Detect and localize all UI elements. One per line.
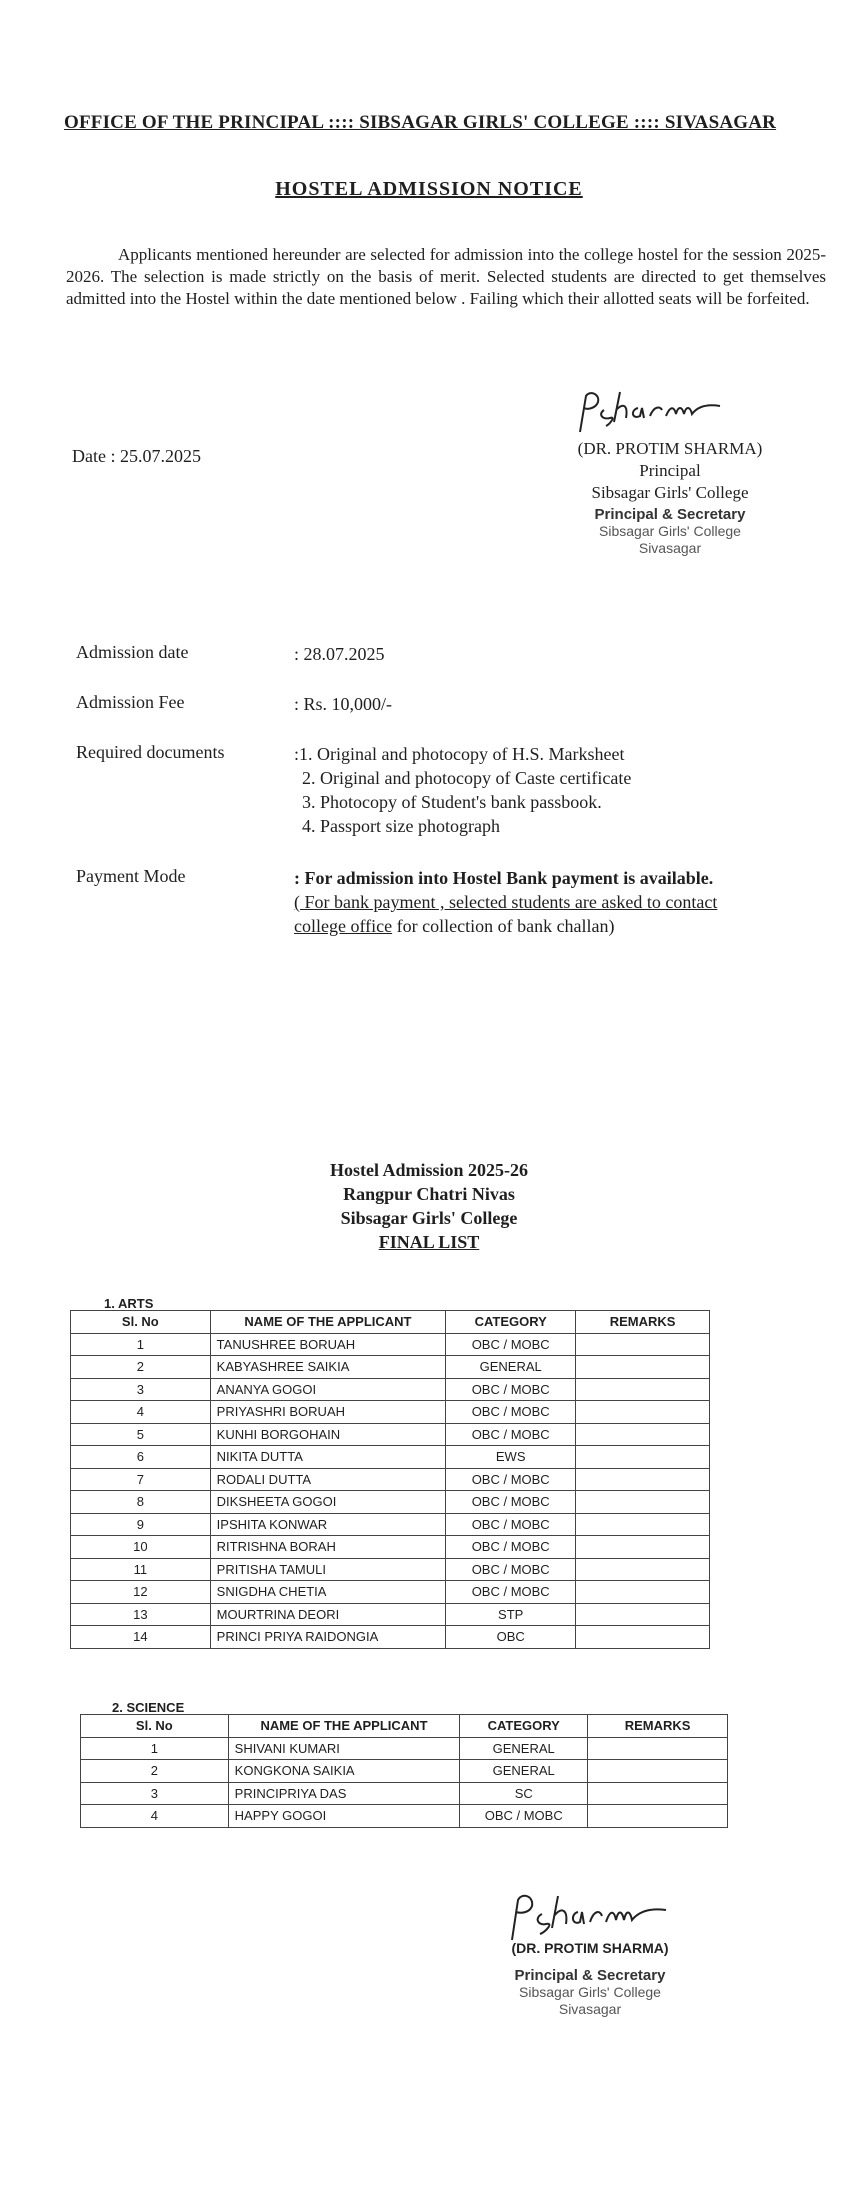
cell-category: OBC <box>446 1626 576 1649</box>
cell-applicant-name: PRINCI PRIYA RAIDONGIA <box>210 1626 446 1649</box>
cell-category: OBC / MOBC <box>446 1401 576 1424</box>
list-title-line-3: Sibsagar Girls' College <box>340 1208 518 1228</box>
payment-line-1: : For admission into Hostel Bank payment is available. <box>294 868 714 888</box>
cell-category: OBC / MOBC <box>446 1333 576 1356</box>
cell-applicant-name: PRINCIPRIYA DAS <box>228 1782 460 1805</box>
cell-remarks <box>576 1378 710 1401</box>
bottom-stamp-line-2: Sibsagar Girls' College <box>519 1984 661 2000</box>
payment-line-2: ( For bank payment , selected students are asked to contact <box>294 892 718 912</box>
signatory-title: Principal <box>639 461 701 480</box>
payment-mode-label: Payment Mode <box>76 866 186 886</box>
arts-section-label: 1. ARTS <box>104 1296 154 1311</box>
header-category: CATEGORY <box>446 1311 576 1334</box>
signatory-college: Sibsagar Girls' College <box>591 483 749 502</box>
required-documents-label: Required documents <box>76 742 225 762</box>
cell-sl-no: 6 <box>71 1446 211 1469</box>
cell-category: OBC / MOBC <box>446 1513 576 1536</box>
cell-sl-no: 3 <box>81 1782 229 1805</box>
cell-category: EWS <box>446 1446 576 1469</box>
cell-sl-no: 2 <box>81 1760 229 1783</box>
cell-sl-no: 4 <box>81 1805 229 1828</box>
header-applicant-name: NAME OF THE APPLICANT <box>228 1715 460 1738</box>
cell-category: OBC / MOBC <box>446 1491 576 1514</box>
notice-title: HOSTEL ADMISSION NOTICE <box>275 178 583 200</box>
cell-remarks <box>576 1446 710 1469</box>
cell-category: STP <box>446 1603 576 1626</box>
cell-remarks <box>576 1401 710 1424</box>
admission-date-label: Admission date <box>76 642 189 662</box>
cell-category: SC <box>460 1782 588 1805</box>
cell-applicant-name: RODALI DUTTA <box>210 1468 446 1491</box>
payment-mode-text <box>294 866 858 938</box>
stamp-line-3: Sivasagar <box>638 540 702 556</box>
header-applicant-name: NAME OF THE APPLICANT <box>210 1311 446 1334</box>
list-title-line-2: Rangpur Chatri Nivas <box>343 1184 515 1204</box>
admission-fee-label: Admission Fee <box>76 692 185 712</box>
cell-category: OBC / MOBC <box>446 1558 576 1581</box>
science-table <box>80 1714 728 1828</box>
cell-category: OBC / MOBC <box>446 1423 576 1446</box>
admission-date-value: : 28.07.2025 <box>294 644 385 664</box>
arts-table <box>70 1310 710 1649</box>
cell-sl-no: 1 <box>71 1333 211 1356</box>
table-row <box>71 1356 710 1379</box>
payment-line-3-underlined: college office <box>294 916 393 936</box>
notice-date: Date : 25.07.2025 <box>72 446 201 466</box>
cell-category: GENERAL <box>460 1760 588 1783</box>
intro-text: Applicants mentioned hereunder are selected for admission into the college hostel for the session 2025-2026. The selection is made strictly on the basis of merit. Selected students are directed to get themselves admitted into the Hostel within the date mentioned below . Failing which their allotted seats will be forfeited. <box>66 245 826 308</box>
cell-applicant-name: IPSHITA KONWAR <box>210 1513 446 1536</box>
header-category: CATEGORY <box>460 1715 588 1738</box>
cell-sl-no: 13 <box>71 1603 211 1626</box>
cell-applicant-name: KABYASHREE SAIKIA <box>210 1356 446 1379</box>
bottom-signatory-block <box>450 1940 730 2018</box>
cell-category: GENERAL <box>446 1356 576 1379</box>
cell-remarks <box>588 1737 728 1760</box>
cell-applicant-name: SNIGDHA CHETIA <box>210 1581 446 1604</box>
documents-list <box>294 742 858 838</box>
cell-sl-no: 1 <box>81 1737 229 1760</box>
cell-sl-no: 5 <box>71 1423 211 1446</box>
cell-sl-no: 12 <box>71 1581 211 1604</box>
cell-remarks <box>576 1558 710 1581</box>
intro-paragraph <box>66 244 826 310</box>
cell-applicant-name: RITRISHNA BORAH <box>210 1536 446 1559</box>
signatory-block <box>520 438 820 557</box>
cell-category: OBC / MOBC <box>460 1805 588 1828</box>
cell-remarks <box>576 1468 710 1491</box>
signature-image <box>500 1890 680 1946</box>
cell-remarks <box>576 1423 710 1446</box>
cell-sl-no: 11 <box>71 1558 211 1581</box>
cell-sl-no: 3 <box>71 1378 211 1401</box>
cell-remarks <box>588 1760 728 1783</box>
table-header-row <box>71 1311 710 1334</box>
cell-remarks <box>576 1491 710 1514</box>
bottom-stamp <box>450 1967 730 2018</box>
table-row <box>71 1468 710 1491</box>
document-item: :1. Original and photocopy of H.S. Marksheet <box>294 744 625 764</box>
table-row <box>71 1378 710 1401</box>
payment-line-3 <box>294 914 858 938</box>
table-row <box>81 1737 728 1760</box>
stamp-line-2: Sibsagar Girls' College <box>599 523 741 539</box>
table-row <box>71 1581 710 1604</box>
bottom-stamp-line-1: Principal & Secretary <box>514 1967 666 1984</box>
cell-sl-no: 8 <box>71 1491 211 1514</box>
cell-remarks <box>576 1356 710 1379</box>
header-remarks: REMARKS <box>576 1311 710 1334</box>
cell-applicant-name: MOURTRINA DEORI <box>210 1603 446 1626</box>
cell-sl-no: 7 <box>71 1468 211 1491</box>
list-title-line-4: FINAL LIST <box>378 1232 480 1252</box>
cell-category: GENERAL <box>460 1737 588 1760</box>
table-row <box>81 1782 728 1805</box>
document-item: 3. Photocopy of Student's bank passbook. <box>302 792 602 812</box>
table-row <box>71 1603 710 1626</box>
cell-category: OBC / MOBC <box>446 1468 576 1491</box>
table-row <box>71 1446 710 1469</box>
bottom-stamp-line-3: Sivasagar <box>558 2001 622 2017</box>
cell-applicant-name: DIKSHEETA GOGOI <box>210 1491 446 1514</box>
cell-category: OBC / MOBC <box>446 1378 576 1401</box>
cell-applicant-name: NIKITA DUTTA <box>210 1446 446 1469</box>
document-item: 2. Original and photocopy of Caste certificate <box>302 768 632 788</box>
final-list-title <box>0 1158 858 1254</box>
cell-remarks <box>588 1805 728 1828</box>
header-remarks: REMARKS <box>588 1715 728 1738</box>
admission-fee-value: : Rs. 10,000/- <box>294 694 393 714</box>
table-row <box>71 1333 710 1356</box>
cell-remarks <box>588 1782 728 1805</box>
cell-remarks <box>576 1603 710 1626</box>
cell-remarks <box>576 1626 710 1649</box>
cell-category: OBC / MOBC <box>446 1536 576 1559</box>
document-item: 4. Passport size photograph <box>302 816 500 836</box>
header-sl-no: Sl. No <box>71 1311 211 1334</box>
office-header: OFFICE OF THE PRINCIPAL :::: SIBSAGAR GIRLS' COLLEGE :::: SIVASAGAR <box>64 112 777 133</box>
cell-sl-no: 14 <box>71 1626 211 1649</box>
cell-applicant-name: ANANYA GOGOI <box>210 1378 446 1401</box>
table-row <box>71 1513 710 1536</box>
bottom-signatory-name: (DR. PROTIM SHARMA) <box>511 1940 669 1956</box>
cell-applicant-name: TANUSHREE BORUAH <box>210 1333 446 1356</box>
table-header-row <box>81 1715 728 1738</box>
table-row <box>71 1626 710 1649</box>
cell-applicant-name: PRITISHA TAMULI <box>210 1558 446 1581</box>
table-row <box>71 1401 710 1424</box>
signatory-name: (DR. PROTIM SHARMA) <box>577 439 763 458</box>
cell-applicant-name: SHIVANI KUMARI <box>228 1737 460 1760</box>
cell-category: OBC / MOBC <box>446 1581 576 1604</box>
cell-sl-no: 10 <box>71 1536 211 1559</box>
cell-sl-no: 4 <box>71 1401 211 1424</box>
cell-remarks <box>576 1581 710 1604</box>
header-sl-no: Sl. No <box>81 1715 229 1738</box>
cell-sl-no: 9 <box>71 1513 211 1536</box>
stamp-line-1: Principal & Secretary <box>594 506 746 523</box>
signature-image <box>570 388 750 438</box>
cell-sl-no: 2 <box>71 1356 211 1379</box>
cell-applicant-name: KUNHI BORGOHAIN <box>210 1423 446 1446</box>
cell-remarks <box>576 1513 710 1536</box>
table-row <box>81 1805 728 1828</box>
payment-line-3-rest: for collection of bank challan) <box>392 916 615 936</box>
table-row <box>71 1536 710 1559</box>
cell-remarks <box>576 1333 710 1356</box>
cell-remarks <box>576 1536 710 1559</box>
cell-applicant-name: PRIYASHRI BORUAH <box>210 1401 446 1424</box>
principal-stamp <box>520 506 820 557</box>
table-row <box>81 1760 728 1783</box>
table-row <box>71 1558 710 1581</box>
table-row <box>71 1423 710 1446</box>
table-row <box>71 1491 710 1514</box>
cell-applicant-name: KONGKONA SAIKIA <box>228 1760 460 1783</box>
science-section-label: 2. SCIENCE <box>112 1700 185 1715</box>
list-title-line-1: Hostel Admission 2025-26 <box>329 1160 529 1180</box>
cell-applicant-name: HAPPY GOGOI <box>228 1805 460 1828</box>
